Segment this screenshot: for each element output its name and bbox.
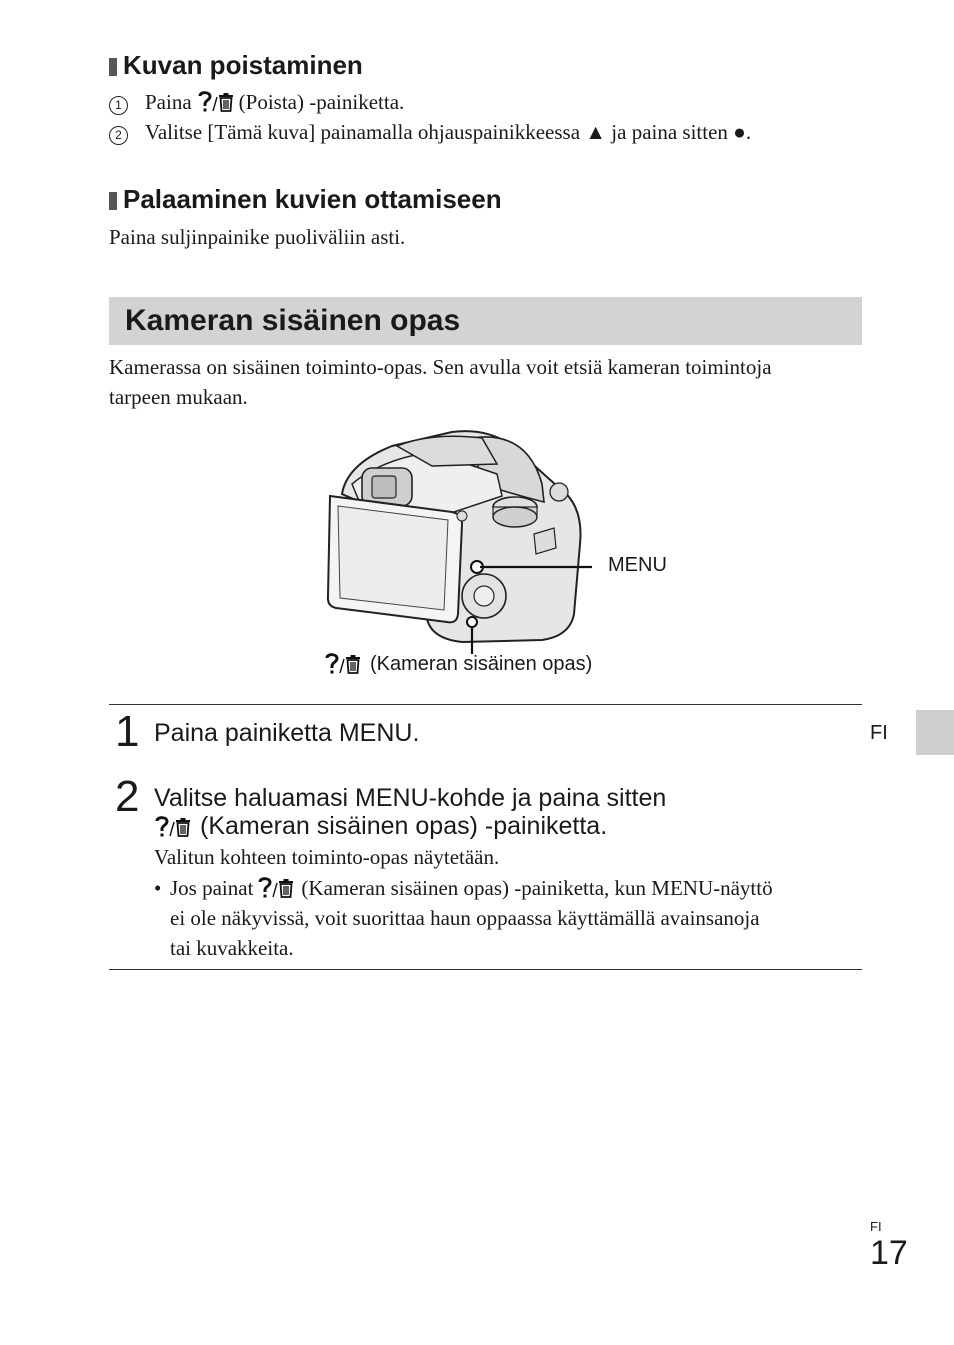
steps-top-rule — [109, 704, 862, 705]
step-text: Valitse [Tämä kuva] painamalla ohjauspainikkeessa ▲ ja paina sitten ●. — [145, 120, 752, 144]
help-trash-icon — [154, 815, 194, 839]
step-number-2: 2 — [115, 772, 140, 821]
section-title-bar — [109, 297, 862, 345]
delete-step-1 — [109, 89, 404, 115]
intro-line: tarpeen mukaan. — [109, 385, 248, 409]
side-language-label: FI — [870, 722, 888, 744]
menu-callout-label: MENU — [608, 554, 667, 576]
step-2-note: Valitun kohteen toiminto-opas näytetään. — [154, 845, 500, 869]
return-body: Paina suljinpainike puoliväliin asti. — [109, 225, 406, 249]
bullet-marker: • — [154, 876, 162, 900]
heading-square-icon — [109, 58, 117, 76]
bullet-text: tai kuvakkeita. — [170, 936, 294, 960]
bullet-text: ei ole näkyvissä, voit suorittaa haun oppaassa käyttämällä avainsanoja — [170, 906, 760, 930]
step-marker: 1 — [109, 96, 128, 115]
step-2-line-1: Valitse haluamasi MENU-kohde ja paina sitten — [154, 784, 667, 812]
page-number: 17 — [870, 1234, 908, 1272]
step-marker: 2 — [109, 126, 128, 145]
step-text: (Poista) -painiketta. — [238, 90, 405, 114]
step-2-line-2 — [154, 812, 607, 841]
intro-line: Kamerassa on sisäinen toiminto-opas. Sen avulla voit etsiä kameran toimintoja — [109, 355, 772, 379]
help-callout-label — [324, 651, 592, 677]
step-1-text: Paina painiketta MENU. — [154, 719, 420, 747]
section-heading-return — [109, 184, 502, 214]
steps-bottom-rule — [109, 969, 862, 970]
guide-intro — [109, 352, 869, 412]
side-language-tab — [916, 710, 954, 755]
delete-step-2 — [109, 119, 751, 145]
heading-text: Palaaminen kuvien ottamiseen — [123, 184, 502, 214]
step-text: (Kameran sisäinen opas) -painiketta. — [200, 812, 608, 840]
section-title: Kameran sisäinen opas — [125, 304, 461, 337]
step-2-bullet — [154, 873, 874, 963]
heading-square-icon — [109, 192, 117, 210]
step-text: Paina — [145, 90, 192, 114]
camera-illustration — [322, 424, 592, 654]
step-number-1: 1 — [115, 707, 140, 756]
bullet-text: Jos painat — [170, 876, 254, 900]
section-heading-delete — [109, 50, 363, 80]
help-trash-icon — [324, 652, 364, 676]
heading-text: Kuvan poistaminen — [123, 50, 363, 80]
help-trash-icon — [197, 90, 237, 114]
bullet-text: (Kameran sisäinen opas) -painiketta, kun MENU-näyttö — [301, 876, 773, 900]
help-trash-icon — [257, 876, 297, 900]
callout-text: (Kameran sisäinen opas) — [370, 653, 593, 675]
footer-language: FI — [870, 1219, 882, 1234]
